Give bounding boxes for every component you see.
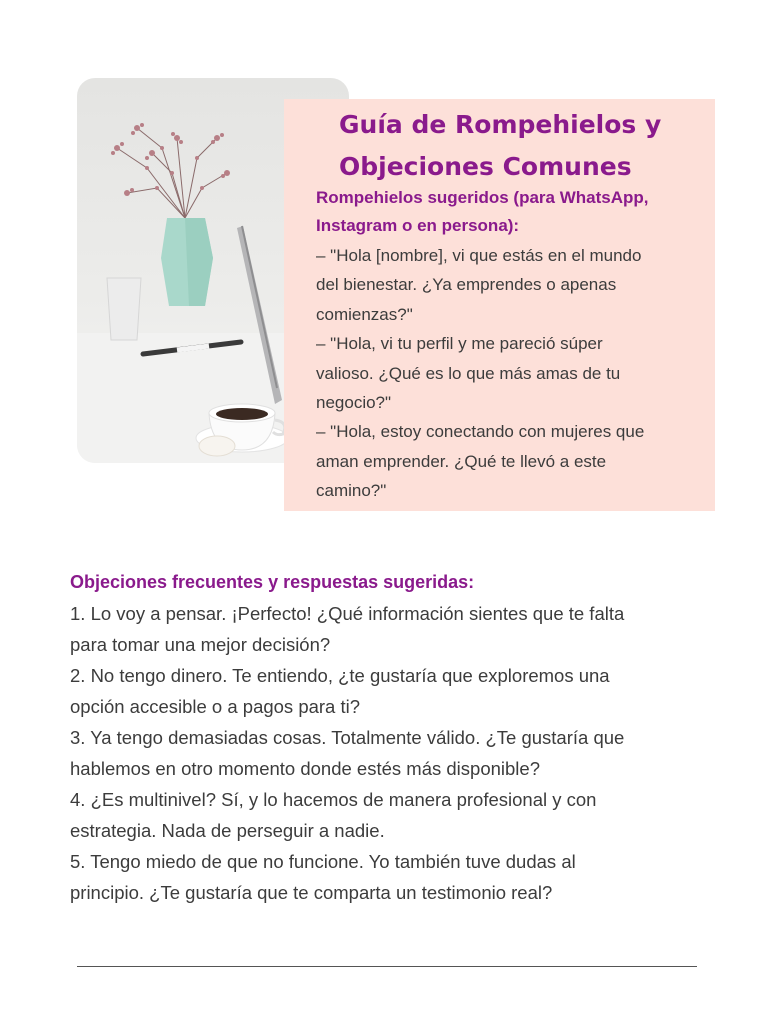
icebreaker-line: – "Hola [nombre], vi que estás en el mundo xyxy=(316,246,642,265)
objection-line: hablemos en otro momento donde estés más disponible? xyxy=(70,758,540,779)
icebreaker-line: valioso. ¿Qué es lo que más amas de tu xyxy=(316,363,621,383)
footer-divider xyxy=(77,966,697,967)
page-title xyxy=(339,104,699,188)
objection-line: 3. Ya tengo demasiadas cosas. Totalmente válido. ¿Te gustaría que xyxy=(70,727,625,748)
icebreaker-line: del bienestar. ¿Ya emprendes o apenas xyxy=(316,275,617,295)
objection-line: 4. ¿Es multinivel? Sí, y lo hacemos de manera profesional y con xyxy=(70,789,597,810)
icebreaker-line: – "Hola, estoy conectando con mujeres que xyxy=(316,422,645,442)
icebreakers-list xyxy=(316,241,708,506)
objections-heading: Objeciones frecuentes y respuestas sugeridas: xyxy=(70,572,475,592)
objection-line: estrategia. Nada de perseguir a nadie. xyxy=(70,820,385,841)
objection-line: principio. ¿Te gustaría que te comparta un testimonio real? xyxy=(70,882,553,903)
objection-line: 5. Tengo miedo de que no funcione. Yo también tuve dudas al xyxy=(70,851,576,872)
title-line-1: Guía de Rompehielos y xyxy=(339,110,662,139)
objections-section xyxy=(70,567,710,908)
icebreaker-line: comienzas?" xyxy=(316,304,413,324)
objection-line: 1. Lo voy a pensar. ¡Perfecto! ¿Qué información sientes que te falta xyxy=(70,603,625,624)
objection-line: para tomar una mejor decisión? xyxy=(70,634,331,655)
icebreakers-heading-line-1: Rompehielos sugeridos (para WhatsApp, xyxy=(316,188,649,207)
icebreaker-line: camino?" xyxy=(316,481,387,501)
icebreaker-line: negocio?" xyxy=(316,393,392,413)
icebreaker-line: aman emprender. ¿Qué te llevó a este xyxy=(316,451,607,471)
icebreakers-heading xyxy=(316,184,706,240)
title-line-2: Objeciones Comunes xyxy=(339,152,632,181)
icebreakers-heading-line-2: Instagram o en persona): xyxy=(316,216,520,235)
objection-line: opción accesible o a pagos para ti? xyxy=(70,696,361,717)
icebreaker-line: – "Hola, vi tu perfil y me pareció súper xyxy=(316,334,603,354)
objection-line: 2. No tengo dinero. Te entiendo, ¿te gustaría que exploremos una xyxy=(70,665,610,686)
